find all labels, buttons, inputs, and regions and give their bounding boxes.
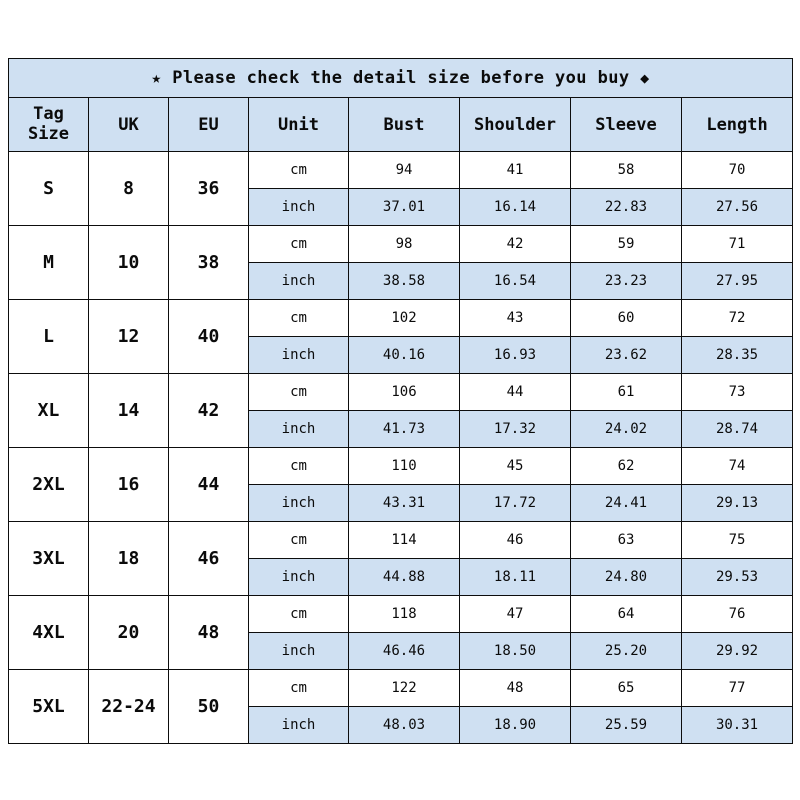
cell-sleeve-inch: 25.20 [571, 633, 682, 670]
cell-bust-inch: 46.46 [349, 633, 460, 670]
cell-unit-inch: inch [249, 263, 349, 300]
cell-bust-cm: 102 [349, 300, 460, 337]
cell-bust-inch: 38.58 [349, 263, 460, 300]
diamond-icon: ◆ [640, 69, 650, 87]
cell-uk: 8 [89, 152, 169, 226]
cell-sleeve-inch: 22.83 [571, 189, 682, 226]
cell-sleeve-cm: 61 [571, 374, 682, 411]
cell-sleeve-cm: 65 [571, 670, 682, 707]
cell-length-cm: 70 [682, 152, 793, 189]
cell-bust-inch: 43.31 [349, 485, 460, 522]
cell-unit-cm: cm [249, 448, 349, 485]
header-eu: EU [169, 98, 249, 152]
cell-unit-cm: cm [249, 300, 349, 337]
table-row [9, 374, 793, 411]
cell-bust-inch: 41.73 [349, 411, 460, 448]
size-chart-table [8, 58, 793, 744]
cell-length-inch: 29.53 [682, 559, 793, 596]
cell-shoulder-cm: 44 [460, 374, 571, 411]
banner-text: Please check the detail size before you buy [172, 68, 630, 88]
cell-unit-inch: inch [249, 559, 349, 596]
cell-length-cm: 72 [682, 300, 793, 337]
cell-sleeve-cm: 62 [571, 448, 682, 485]
banner-row [9, 59, 793, 98]
header-sleeve: Sleeve [571, 98, 682, 152]
cell-length-inch: 30.31 [682, 707, 793, 744]
table-row [9, 670, 793, 707]
cell-bust-cm: 122 [349, 670, 460, 707]
header-uk: UK [89, 98, 169, 152]
cell-length-inch: 29.92 [682, 633, 793, 670]
header-bust: Bust [349, 98, 460, 152]
cell-uk: 20 [89, 596, 169, 670]
cell-bust-cm: 114 [349, 522, 460, 559]
cell-bust-inch: 48.03 [349, 707, 460, 744]
table-row [9, 448, 793, 485]
cell-bust-cm: 118 [349, 596, 460, 633]
cell-uk: 22-24 [89, 670, 169, 744]
cell-unit-inch: inch [249, 633, 349, 670]
size-chart-container [8, 58, 792, 744]
cell-unit-cm: cm [249, 152, 349, 189]
cell-unit-cm: cm [249, 670, 349, 707]
cell-eu: 36 [169, 152, 249, 226]
banner-cell [9, 59, 793, 98]
cell-eu: 44 [169, 448, 249, 522]
cell-unit-inch: inch [249, 189, 349, 226]
cell-shoulder-inch: 17.32 [460, 411, 571, 448]
cell-uk: 16 [89, 448, 169, 522]
cell-sleeve-cm: 64 [571, 596, 682, 633]
cell-unit-inch: inch [249, 707, 349, 744]
cell-shoulder-inch: 17.72 [460, 485, 571, 522]
cell-tag-size: 4XL [9, 596, 89, 670]
cell-tag-size: 2XL [9, 448, 89, 522]
header-tag-line1: Tag [33, 104, 64, 125]
cell-uk: 10 [89, 226, 169, 300]
cell-tag-size: S [9, 152, 89, 226]
cell-unit-cm: cm [249, 226, 349, 263]
cell-eu: 48 [169, 596, 249, 670]
cell-bust-inch: 40.16 [349, 337, 460, 374]
cell-length-inch: 28.35 [682, 337, 793, 374]
cell-sleeve-inch: 24.02 [571, 411, 682, 448]
cell-eu: 50 [169, 670, 249, 744]
cell-sleeve-cm: 59 [571, 226, 682, 263]
cell-shoulder-cm: 41 [460, 152, 571, 189]
header-tag-line2: Size [28, 123, 69, 144]
cell-shoulder-cm: 48 [460, 670, 571, 707]
cell-length-inch: 27.95 [682, 263, 793, 300]
cell-bust-inch: 37.01 [349, 189, 460, 226]
header-shoulder: Shoulder [460, 98, 571, 152]
cell-shoulder-inch: 16.14 [460, 189, 571, 226]
cell-sleeve-inch: 23.23 [571, 263, 682, 300]
cell-sleeve-cm: 63 [571, 522, 682, 559]
cell-shoulder-cm: 46 [460, 522, 571, 559]
cell-tag-size: 5XL [9, 670, 89, 744]
cell-tag-size: XL [9, 374, 89, 448]
cell-length-cm: 75 [682, 522, 793, 559]
cell-shoulder-cm: 42 [460, 226, 571, 263]
cell-sleeve-cm: 58 [571, 152, 682, 189]
table-row [9, 522, 793, 559]
cell-unit-cm: cm [249, 374, 349, 411]
cell-unit-cm: cm [249, 596, 349, 633]
cell-eu: 42 [169, 374, 249, 448]
cell-shoulder-inch: 16.54 [460, 263, 571, 300]
cell-bust-cm: 98 [349, 226, 460, 263]
cell-shoulder-inch: 18.90 [460, 707, 571, 744]
cell-length-cm: 73 [682, 374, 793, 411]
header-unit: Unit [249, 98, 349, 152]
cell-uk: 14 [89, 374, 169, 448]
table-row [9, 152, 793, 189]
table-row [9, 300, 793, 337]
cell-unit-inch: inch [249, 411, 349, 448]
cell-sleeve-inch: 24.80 [571, 559, 682, 596]
table-row [9, 596, 793, 633]
cell-sleeve-inch: 23.62 [571, 337, 682, 374]
cell-shoulder-inch: 18.50 [460, 633, 571, 670]
cell-sleeve-inch: 24.41 [571, 485, 682, 522]
table-row [9, 226, 793, 263]
cell-unit-inch: inch [249, 485, 349, 522]
cell-tag-size: 3XL [9, 522, 89, 596]
cell-bust-cm: 110 [349, 448, 460, 485]
cell-shoulder-cm: 43 [460, 300, 571, 337]
cell-bust-cm: 94 [349, 152, 460, 189]
cell-shoulder-cm: 45 [460, 448, 571, 485]
cell-eu: 40 [169, 300, 249, 374]
header-row [9, 98, 793, 152]
cell-unit-cm: cm [249, 522, 349, 559]
cell-eu: 38 [169, 226, 249, 300]
cell-length-inch: 29.13 [682, 485, 793, 522]
cell-shoulder-cm: 47 [460, 596, 571, 633]
cell-length-cm: 74 [682, 448, 793, 485]
cell-uk: 18 [89, 522, 169, 596]
cell-shoulder-inch: 16.93 [460, 337, 571, 374]
cell-eu: 46 [169, 522, 249, 596]
cell-uk: 12 [89, 300, 169, 374]
cell-bust-cm: 106 [349, 374, 460, 411]
header-tag-size [9, 98, 89, 152]
cell-shoulder-inch: 18.11 [460, 559, 571, 596]
cell-tag-size: L [9, 300, 89, 374]
cell-length-inch: 28.74 [682, 411, 793, 448]
cell-sleeve-inch: 25.59 [571, 707, 682, 744]
star-icon: ★ [151, 68, 162, 87]
cell-tag-size: M [9, 226, 89, 300]
cell-sleeve-cm: 60 [571, 300, 682, 337]
cell-length-cm: 76 [682, 596, 793, 633]
cell-unit-inch: inch [249, 337, 349, 374]
cell-length-inch: 27.56 [682, 189, 793, 226]
header-length: Length [682, 98, 793, 152]
cell-length-cm: 77 [682, 670, 793, 707]
cell-length-cm: 71 [682, 226, 793, 263]
cell-bust-inch: 44.88 [349, 559, 460, 596]
